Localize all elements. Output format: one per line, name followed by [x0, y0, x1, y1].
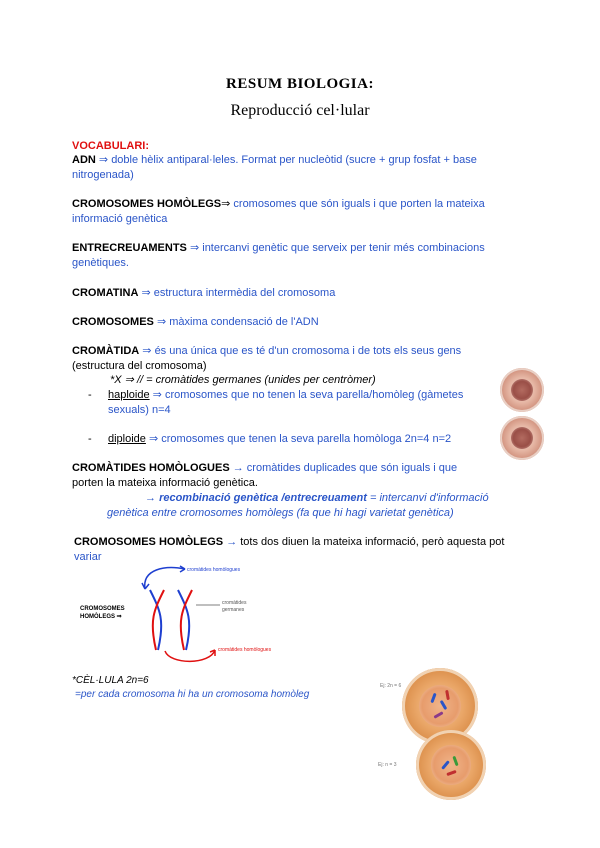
cromosomes-homolegs-2-def-1: tots dos diuen la mateixa informació, però aquesta pot: [240, 536, 505, 548]
cromatides-homologues-entry: [72, 461, 522, 491]
diploid-cell-image: [500, 416, 544, 460]
cromosomes-entry: [72, 315, 319, 330]
cromatina-term: CROMATINA: [72, 287, 139, 299]
cromatida-entry: [72, 344, 542, 374]
vocab-heading: VOCABULARI:: [72, 140, 149, 152]
diagram-left-label: [80, 605, 125, 621]
cell-image-1-label: Ej: 2n = 6: [380, 683, 402, 689]
haploide-entry: [108, 388, 488, 418]
haploide-term: haploide: [108, 389, 150, 401]
diagram-right-label-1: cromàtides: [222, 600, 247, 606]
arrow-icon: ⇒: [142, 345, 152, 357]
diagram-left-label-2: HOMÒLEGS ⇒: [80, 614, 122, 620]
recombinacio-def-1: = intercanvi d'informació: [369, 492, 489, 504]
arrow-icon: ⇒: [221, 198, 231, 210]
cromatida-note: (estructura del cromosoma): [72, 360, 207, 372]
cromosomes-term: CROMOSOMES: [72, 316, 154, 328]
right-arrow-icon: →: [232, 462, 244, 474]
entrecreuaments-term: ENTRECREUAMENTS: [72, 242, 187, 254]
arrow-icon: ⇒: [98, 154, 109, 166]
cromatides-homologues-def-2: porten la mateixa informació genètica.: [72, 477, 258, 489]
haploide-def-2: sexuals) n=4: [108, 404, 171, 416]
cromatina-def: estructura intermèdia del cromosoma: [153, 287, 336, 299]
diploide-def: cromosomes que tenen la seva parella homòloga 2n=4 n=2: [161, 433, 452, 445]
cromosomes-def: màxima condensació de l'ADN: [169, 316, 319, 328]
right-arrow-icon: →: [145, 492, 156, 504]
homolegs-entry: [72, 197, 542, 227]
diagram-right-label: [222, 600, 246, 614]
right-arrow-icon: →: [226, 536, 238, 548]
cellula-line2: =per cada cromosoma hi ha un cromosoma homòleg: [75, 689, 310, 700]
cromatides-homologues-term: CROMÀTIDES HOMÒLOGUES: [72, 462, 230, 474]
cromosomes-homolegs-2-term: CROMOSOMES HOMÒLEGS: [74, 536, 224, 548]
document-title: RESUM BIOLOGIA:: [226, 76, 374, 92]
entrecreuaments-def-2: genètiques.: [72, 257, 129, 269]
top-arc-arrow: [145, 568, 185, 589]
bullet-icon: -: [88, 433, 92, 445]
homolegs-term: CROMOSOMES HOMÒLEGS: [72, 198, 222, 210]
diploide-entry: [108, 432, 508, 447]
haploid-cell-n3-image: [416, 730, 486, 800]
cromatida-sub: *X ⇒ // = cromàtides germanes (unides per centròmer): [110, 374, 376, 386]
cromosomes-homolegs-2-def-2: variar: [74, 551, 102, 563]
haploide-def-1: cromosomes que no tenen la seva parella/homòleg (gàmetes: [164, 389, 464, 401]
homolegs-def-2: informació genètica: [72, 213, 168, 225]
entrecreuaments-entry: [72, 241, 542, 271]
diploide-term: diploide: [108, 433, 146, 445]
document-subtitle: Reproducció cel·lular: [230, 102, 370, 119]
adn-term: ADN: [72, 154, 96, 166]
arrow-icon: ⇒: [189, 242, 200, 254]
diagram-left-label-1: CROMOSOMES: [80, 606, 125, 612]
adn-entry: [72, 153, 542, 183]
entrecreuaments-def-1: intercanvi genètic que serveix per tenir més combinacions: [202, 242, 485, 254]
haploid-cell-image: [500, 368, 544, 412]
arrow-icon: ⇒: [152, 389, 162, 401]
cromatida-def: és una única que es té d'un cromosoma i de tots els seus gens: [154, 345, 462, 357]
arrow-icon: ⇒: [148, 433, 159, 445]
bullet-icon: -: [88, 389, 92, 401]
recombinacio-def-2: genètica entre cromosomes homòlegs (fa que hi hagi varietat genètica): [107, 507, 454, 519]
cellula-line1: *CÈL·LULA 2n=6: [72, 675, 149, 686]
cromatides-homologues-def-1: cromàtides duplicades que són iguals i que: [246, 462, 458, 474]
recombinacio-term: recombinació genètica /entrecreuament: [159, 492, 367, 504]
adn-def-2: nitrogenada): [72, 169, 134, 181]
homolegs-def-1: cromosomes que són iguals i que porten la mateixa: [233, 198, 485, 210]
cell-image-2-label: Ej: n = 3: [378, 762, 397, 768]
arrow-icon: ⇒: [156, 316, 167, 328]
diagram-right-label-2: germanes: [222, 607, 245, 613]
arrow-icon: ⇒: [141, 287, 151, 299]
diagram-bottom-label: cromàtides homòlogues: [218, 647, 272, 653]
cromatina-entry: [72, 286, 335, 301]
adn-def-1: doble hèlix antiparal·leles. Format per nucleòtid (sucre + grup fosfat + base: [111, 154, 477, 166]
recombinacio-entry: [145, 491, 525, 506]
diagram-top-label: cromàtides homòlogues: [187, 567, 241, 573]
cromatida-term: CROMÀTIDA: [72, 345, 140, 357]
